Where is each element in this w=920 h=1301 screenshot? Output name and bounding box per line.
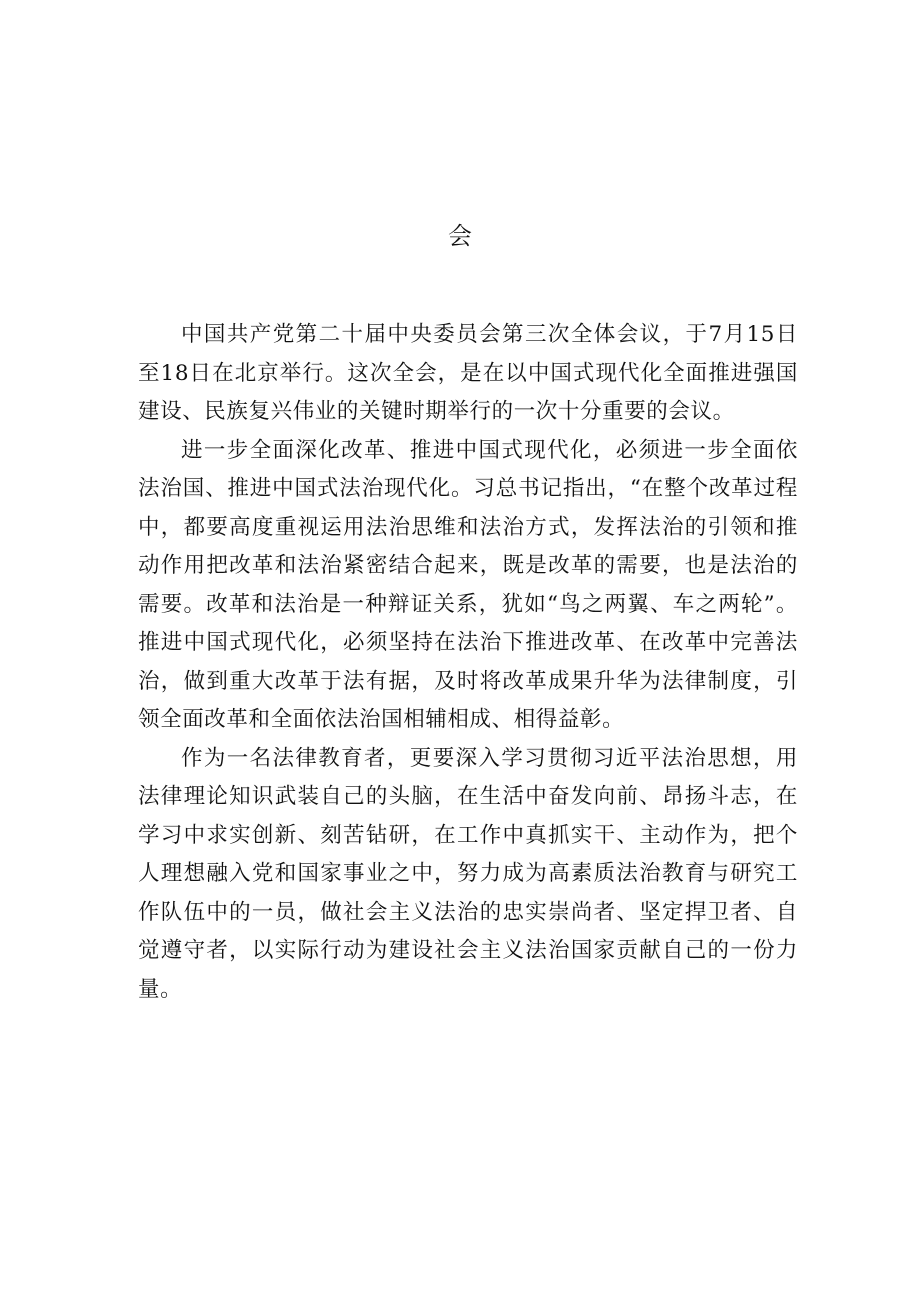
document-title: 会 (448, 222, 472, 250)
document-body (138, 316, 798, 1009)
paragraph-1: 中国共产党第二十届中央委员会第三次全体会议，于7月15日至18日在北京举行。这次全会，是在以中国式现代化全面推进强国建设、民族复兴伟业的关键时期举行的一次十分重要的会议。 (138, 322, 798, 424)
paragraph-2: 进一步全面深化改革、推进中国式现代化，必须进一步全面依法治国、推进中国式法治现代化。习总书记指出，“在整个改革过程中，都要高度重视运用法治思维和法治方式，发挥法治的引领和推动作用把改革和法治紧密结合起来，既是改革的需要，也是法治的需要。改革和法治是一种辩证关系，犹如“鸟之两翼、车之两轮”。推进中国式现代化，必须坚持在法治下推进改革、在改革中完善法治，做到重大改革于法有据，及时将改革成果升华为法律制度，引领全面改革和全面依法治国相辅相成、相得益彰。 (138, 437, 798, 732)
paragraph-3: 作为一名法律教育者，更要深入学习贯彻习近平法治思想，用法律理论知识武装自己的头脑，在生活中奋发向前、昂扬斗志，在学习中求实创新、刻苦钻研，在工作中真抓实干、主动作为，把个人理想融入党和国家事业之中，努力成为高素质法治教育与研究工作队伍中的一员，做社会主义法治的忠实崇尚者、坚定捍卫者、自觉遵守者，以实际行动为建设社会主义法治国家贡献自己的一份力量。 (138, 745, 798, 1002)
